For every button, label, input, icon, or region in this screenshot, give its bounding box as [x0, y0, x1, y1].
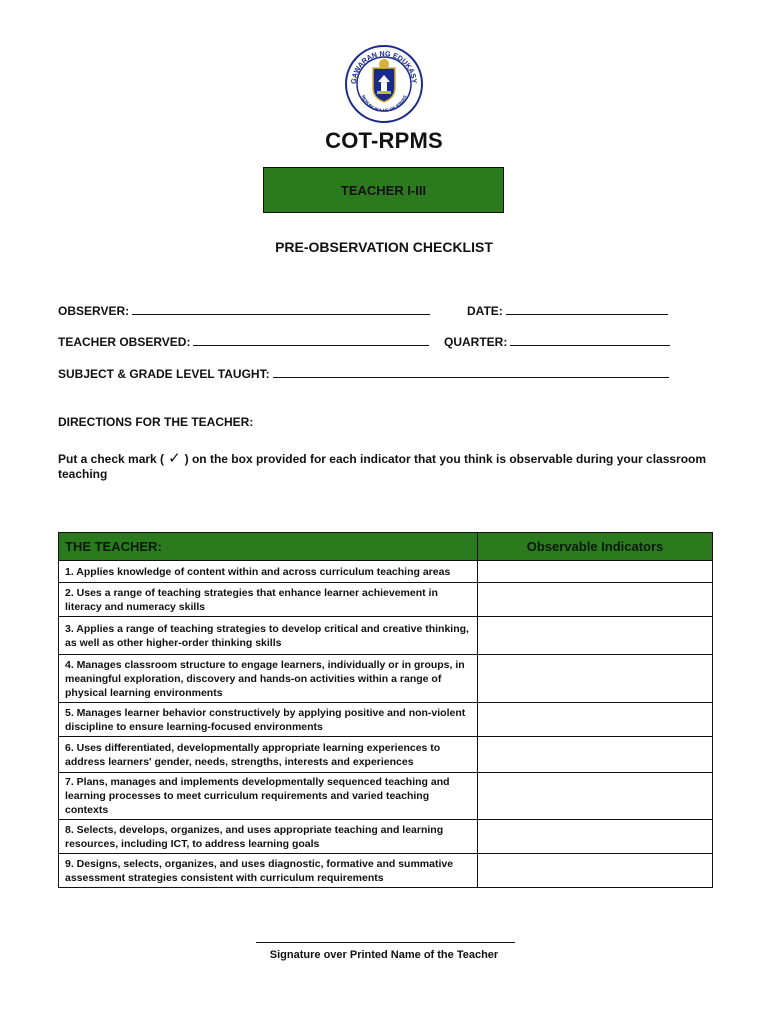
table-row	[59, 773, 713, 820]
signature-line[interactable]	[256, 942, 515, 943]
teacher-observed-field	[58, 335, 429, 349]
indicator-text: 7. Plans, manages and implements developmentally sequenced teaching and learning processes to meet curriculum requirements and varied teaching contexts	[59, 773, 478, 820]
deped-seal-logo	[344, 44, 424, 124]
observable-indicators-header: Observable Indicators	[478, 533, 713, 561]
indicator-checkbox[interactable]	[478, 703, 713, 737]
observer-label: OBSERVER:	[58, 304, 130, 318]
teacher-level-label: TEACHER I-III	[340, 182, 427, 198]
teacher-level-banner	[263, 167, 504, 213]
signature-label: Signature over Printed Name of the Teacher	[269, 949, 499, 961]
date-blank-line[interactable]	[506, 304, 668, 315]
check-mark-icon: ✓	[168, 450, 181, 467]
table-row	[59, 617, 713, 655]
indicator-checkbox[interactable]	[478, 820, 713, 854]
indicator-text: 4. Manages classroom structure to engage learners, individually or in groups, in meaningful exploration, discovery and hands-on activities within a range of physical learning environments	[59, 655, 478, 703]
table-row	[59, 583, 713, 617]
teacher-observed-blank-line[interactable]	[193, 335, 429, 346]
table-row	[59, 655, 713, 703]
subject-grade-blank-line[interactable]	[273, 367, 669, 378]
subject-grade-field	[58, 367, 669, 381]
quarter-blank-line[interactable]	[510, 335, 670, 346]
indicator-text: 9. Designs, selects, organizes, and uses diagnostic, formative and summative assessment strategies consistent with curriculum requirements	[59, 854, 478, 888]
indicator-checkbox[interactable]	[478, 737, 713, 773]
table-header-row	[59, 533, 713, 561]
quarter-field	[444, 335, 670, 349]
seal-text-bottom: REPUBLIKA NG PILIPINAS	[360, 94, 408, 114]
indicator-text: 2. Uses a range of teaching strategies that enhance learner achievement in literacy and numeracy skills	[59, 583, 478, 617]
teacher-observed-label: TEACHER OBSERVED:	[58, 335, 191, 349]
indicator-text: 3. Applies a range of teaching strategies to develop critical and creative thinking, as well as other higher-order thinking skills	[59, 617, 478, 655]
table-row	[59, 854, 713, 888]
quarter-label: QUARTER:	[444, 335, 508, 349]
indicator-checkbox[interactable]	[478, 854, 713, 888]
indicator-text: 8. Selects, develops, organizes, and uses appropriate teaching and learning resources, including ICT, to address learning goals	[59, 820, 478, 854]
date-label: DATE:	[467, 304, 503, 318]
page-title: COT-RPMS	[325, 128, 443, 153]
teacher-column-header: THE TEACHER:	[59, 533, 478, 561]
indicator-checkbox[interactable]	[478, 583, 713, 617]
table-row	[59, 737, 713, 773]
date-field	[467, 304, 668, 318]
indicator-text: 1. Applies knowledge of content within and across curriculum teaching areas	[59, 561, 478, 583]
directions-text-before: Put a check mark (	[58, 452, 165, 466]
indicator-checkbox[interactable]	[478, 617, 713, 655]
indicator-text: 6. Uses differentiated, developmentally appropriate learning experiences to address learners' gender, needs, strengths, interests and experiences	[59, 737, 478, 773]
directions-text-after: ) on the box provided for each indicator that you think is observable during your classroom teaching	[58, 452, 707, 481]
directions-heading: DIRECTIONS FOR THE TEACHER:	[58, 415, 254, 429]
indicator-checklist-table	[58, 532, 713, 888]
table-row	[59, 703, 713, 737]
observer-field	[58, 304, 430, 318]
indicator-checkbox[interactable]	[478, 773, 713, 820]
indicator-checkbox[interactable]	[478, 561, 713, 583]
indicator-text: 5. Manages learner behavior constructively by applying positive and non-violent discipline to ensure learning-focused environments	[59, 703, 478, 737]
observer-blank-line[interactable]	[132, 304, 430, 315]
seal-text-top: GAWARAN NG EDUKASY	[348, 48, 420, 85]
directions-text	[58, 451, 708, 482]
indicator-checkbox[interactable]	[478, 655, 713, 703]
subject-grade-label: SUBJECT & GRADE LEVEL TAUGHT:	[58, 367, 270, 381]
checklist-subtitle: PRE-OBSERVATION CHECKLIST	[275, 239, 493, 255]
table-row	[59, 820, 713, 854]
table-row	[59, 561, 713, 583]
